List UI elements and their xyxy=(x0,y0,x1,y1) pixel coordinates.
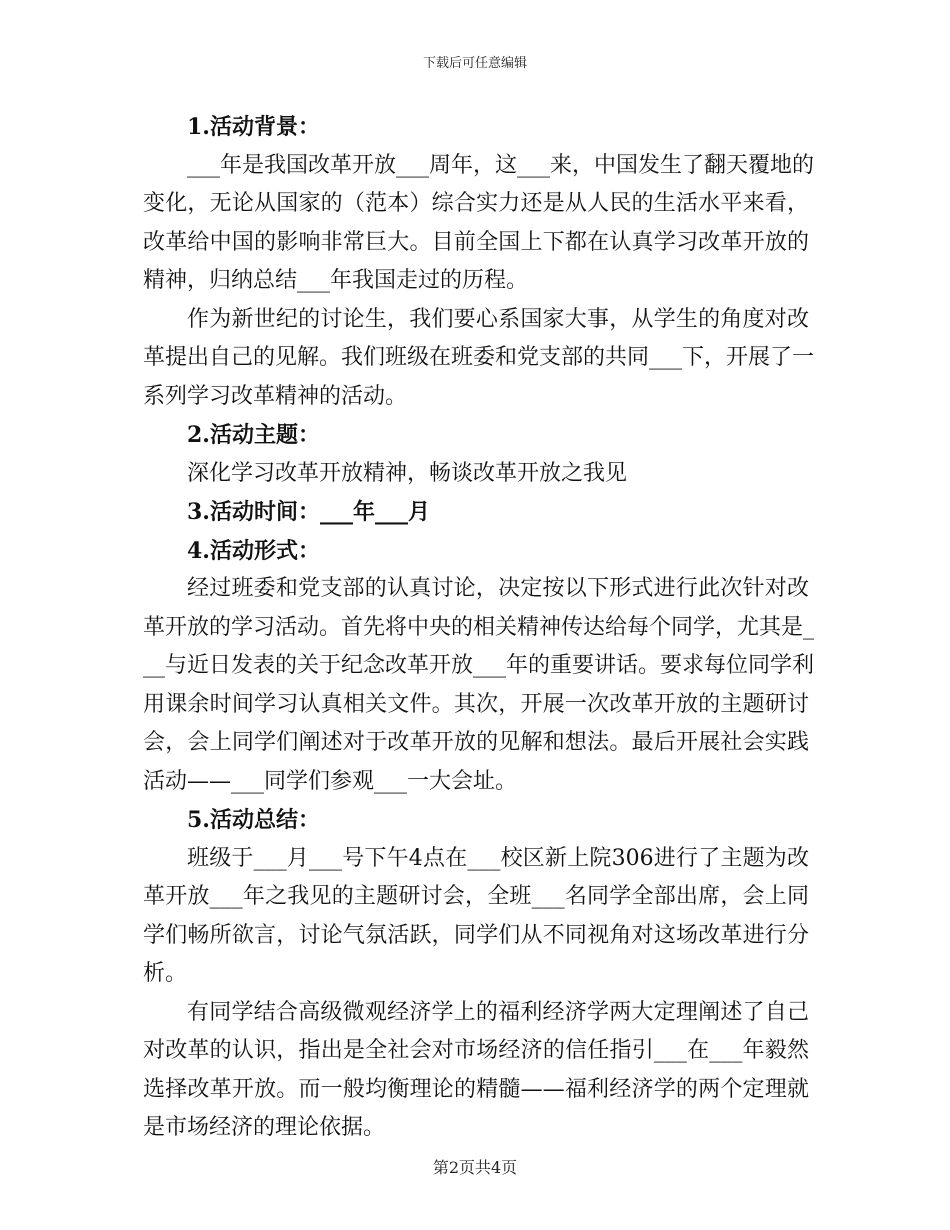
paragraph-line: 系列学习改革精神的活动。 xyxy=(143,383,408,409)
section-heading-theme: 2.活动主题： xyxy=(187,422,320,448)
page-number: 第2页共4页 xyxy=(432,1158,518,1177)
paragraph-line: 有同学结合高级微观经济学上的福利经济学两大定理阐述了自己 xyxy=(187,999,809,1025)
paragraph-line: 是市场经济的理论依据。 xyxy=(143,1115,386,1140)
paragraph-line: 用课余时间学习认真相关文件。其次，开展一次改革开放的主题研讨 xyxy=(143,691,809,717)
paragraph-line: 精神，归纳总结___年我国走过的历程。 xyxy=(143,268,529,293)
paragraph-line: 革开放___年之我见的主题研讨会，全班___名同学全部出席，会上同 xyxy=(143,884,809,909)
paragraph-line: __与近日发表的关于纪念改革开放___年的重要讲话。要求每位同学利 xyxy=(143,653,815,678)
paragraph-line: 变化，无论从国家的（范本）综合实力还是从人民的生活水平来看， xyxy=(143,191,809,216)
paragraph-line: 经过班委和党支部的认真讨论，决定按以下形式进行此次针对改 xyxy=(187,576,809,601)
paragraph-line: 对改革的认识，指出是全社会对市场经济的信任指引___在___年毅然 xyxy=(143,1038,809,1063)
paragraph-line: 活动——___同学们参观___一大会址。 xyxy=(143,768,518,794)
paragraph-line: ___年是我国改革开放___周年，这___来，中国发生了翻天覆地的 xyxy=(187,152,815,178)
section-heading-background: 1.活动背景： xyxy=(187,114,320,140)
section-heading-time: 3.活动时间：___年___月 xyxy=(187,499,430,525)
paragraph-line: 作为新世纪的讨论生，我们要心系国家大事，从学生的角度对改 xyxy=(187,306,809,332)
paragraph-line: 选择改革开放。而一般均衡理论的精髓——福利经济学的两个定理就 xyxy=(143,1076,809,1102)
page-header: 下载后可任意编辑 xyxy=(422,56,527,71)
paragraph-line: 深化学习改革开放精神，畅谈改革开放之我见 xyxy=(187,460,628,486)
paragraph-line: 会，会上同学们阐述对于改革开放的见解和想法。最后开展社会实践 xyxy=(143,730,809,755)
paragraph-line: 析。 xyxy=(143,961,188,986)
paragraph-line: 学们畅所欲言，讨论气氛活跃，同学们从不同视角对这场改革进行分 xyxy=(143,922,809,948)
paragraph-line: 班级于___月___号下午4点在___校区新上院306进行了主题为改 xyxy=(187,845,809,871)
section-heading-form: 4.活动形式： xyxy=(187,537,320,564)
paragraph-line: 改革给中国的影响非常巨大。目前全国上下都在认真学习改革开放的 xyxy=(143,229,809,255)
section-heading-summary: 5.活动总结： xyxy=(187,807,320,833)
document-body xyxy=(143,108,815,1148)
paragraph-line: 革提出自己的见解。我们班级在班委和党支部的共同___下，开展了一 xyxy=(143,345,815,370)
paragraph-line: 革开放的学习活动。首先将中央的相关精神传达给每个同学，尤其是_ xyxy=(143,614,815,640)
